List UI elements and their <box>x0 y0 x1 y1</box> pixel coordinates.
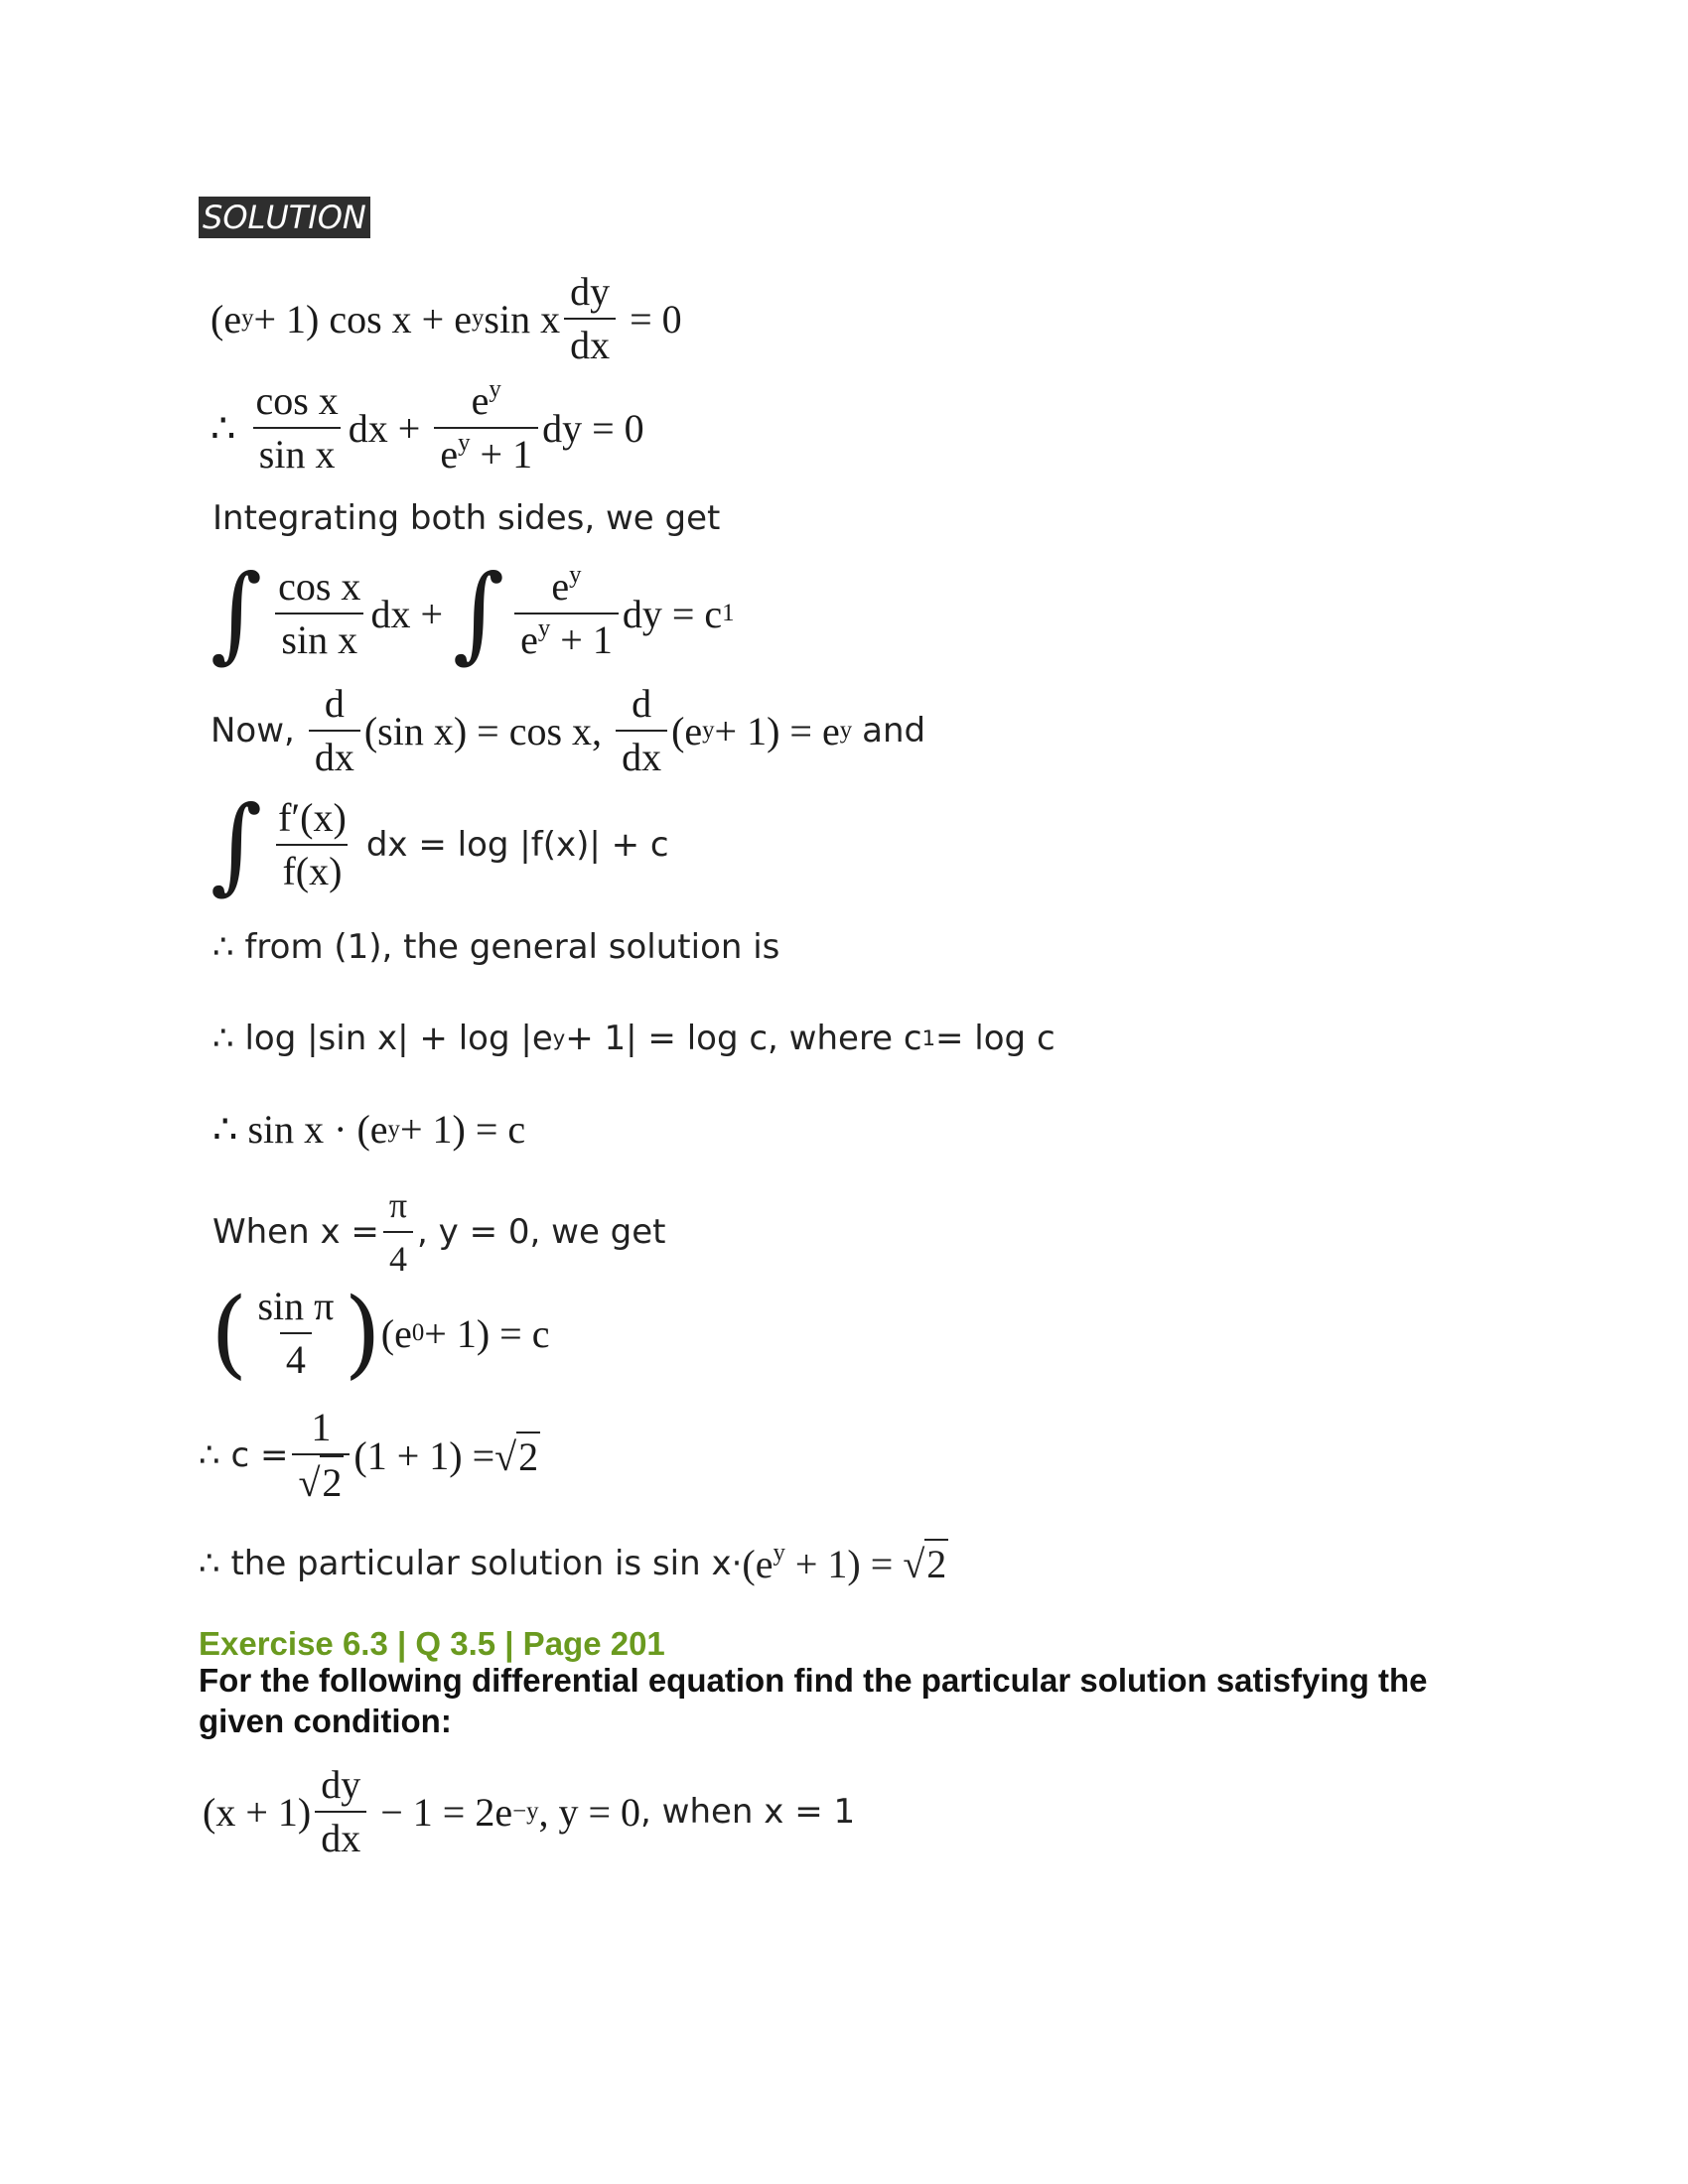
integrating-text: Integrating both sides, we get <box>212 498 721 538</box>
derivative-line: Now, $\frac{d}{dx}$ (sin x) = cos x, $\frac{d}{dx}$ (e y + 1) = e y and <box>211 678 925 783</box>
log-line-b: + 1| = log c, where c <box>565 1019 922 1058</box>
general-solution-text: ∴ from (1), the general solution is <box>212 927 780 967</box>
equation-line-1: (e y + 1) cos x + e y sin x $\frac{dy}{dx}$ = 0 <box>211 266 682 371</box>
particular-text: ∴ the particular solution is sin x· <box>199 1543 743 1583</box>
dx-log-text: dx = log |f(x)| + c <box>365 825 669 865</box>
equation-line-2: ∴ $\frac{\text{cos x}}{\text{sin x}}$ dx + $\frac{e^y}{e^y + 1}$ dy = 0 <box>211 375 644 480</box>
when-text: When x = <box>212 1212 379 1252</box>
solution-label: SOLUTION <box>199 197 370 238</box>
integral-line: ∫ $\frac{\text{cos x}}{\text{sin x}}$ dx + ∫ $\frac{e^y}{e^y + 1}$ dy = c 1 <box>211 552 735 674</box>
log-line-a: ∴ log |sin x| + log |e <box>212 1019 553 1058</box>
log-equation: ∴ log |sin x| + log |e y + 1| = log c, where c 1 = log c <box>212 1019 1055 1058</box>
particular-solution-line: ∴ the particular solution is sin x· $(e^y + 1)$ = √ 2 <box>199 1539 947 1586</box>
c-value-line: ∴ c = 1 √ 2 (1 + 1) = √ 2 <box>199 1402 540 1509</box>
question-text: For the following differential equation find the particular solution satisfying the given condition: <box>199 1662 1428 1739</box>
question-equation: (x + 1) $\frac{dy}{dx}$ − 1 = 2e −y , y = 0 , when x = 1 <box>203 1759 855 1864</box>
log-line-c: = log c <box>935 1019 1055 1058</box>
c-eq-text: ∴ c = <box>199 1435 289 1475</box>
when-text-b: , y = 0, we get <box>417 1212 666 1252</box>
substitution-line: ( $\frac{\text{sin π}}{4}$ ) (e 0 + 1) = c <box>211 1278 550 1389</box>
condition-text: , when x = 1 <box>640 1792 856 1832</box>
exercise-reference: Exercise 6.3 | Q 3.5 | Page 201 <box>199 1625 665 1662</box>
log-integral-line: ∫ $\frac{f'(x)}{f(x)}$ dx = log |f(x)| + c <box>211 783 669 905</box>
now-text: Now, <box>211 711 295 751</box>
and-text: and <box>862 711 926 751</box>
product-equation: ∴ sin x · (e y + 1) = c <box>212 1107 526 1152</box>
when-line: When x = $\frac{\pi}{4}$ , y = 0, we get <box>212 1179 666 1285</box>
